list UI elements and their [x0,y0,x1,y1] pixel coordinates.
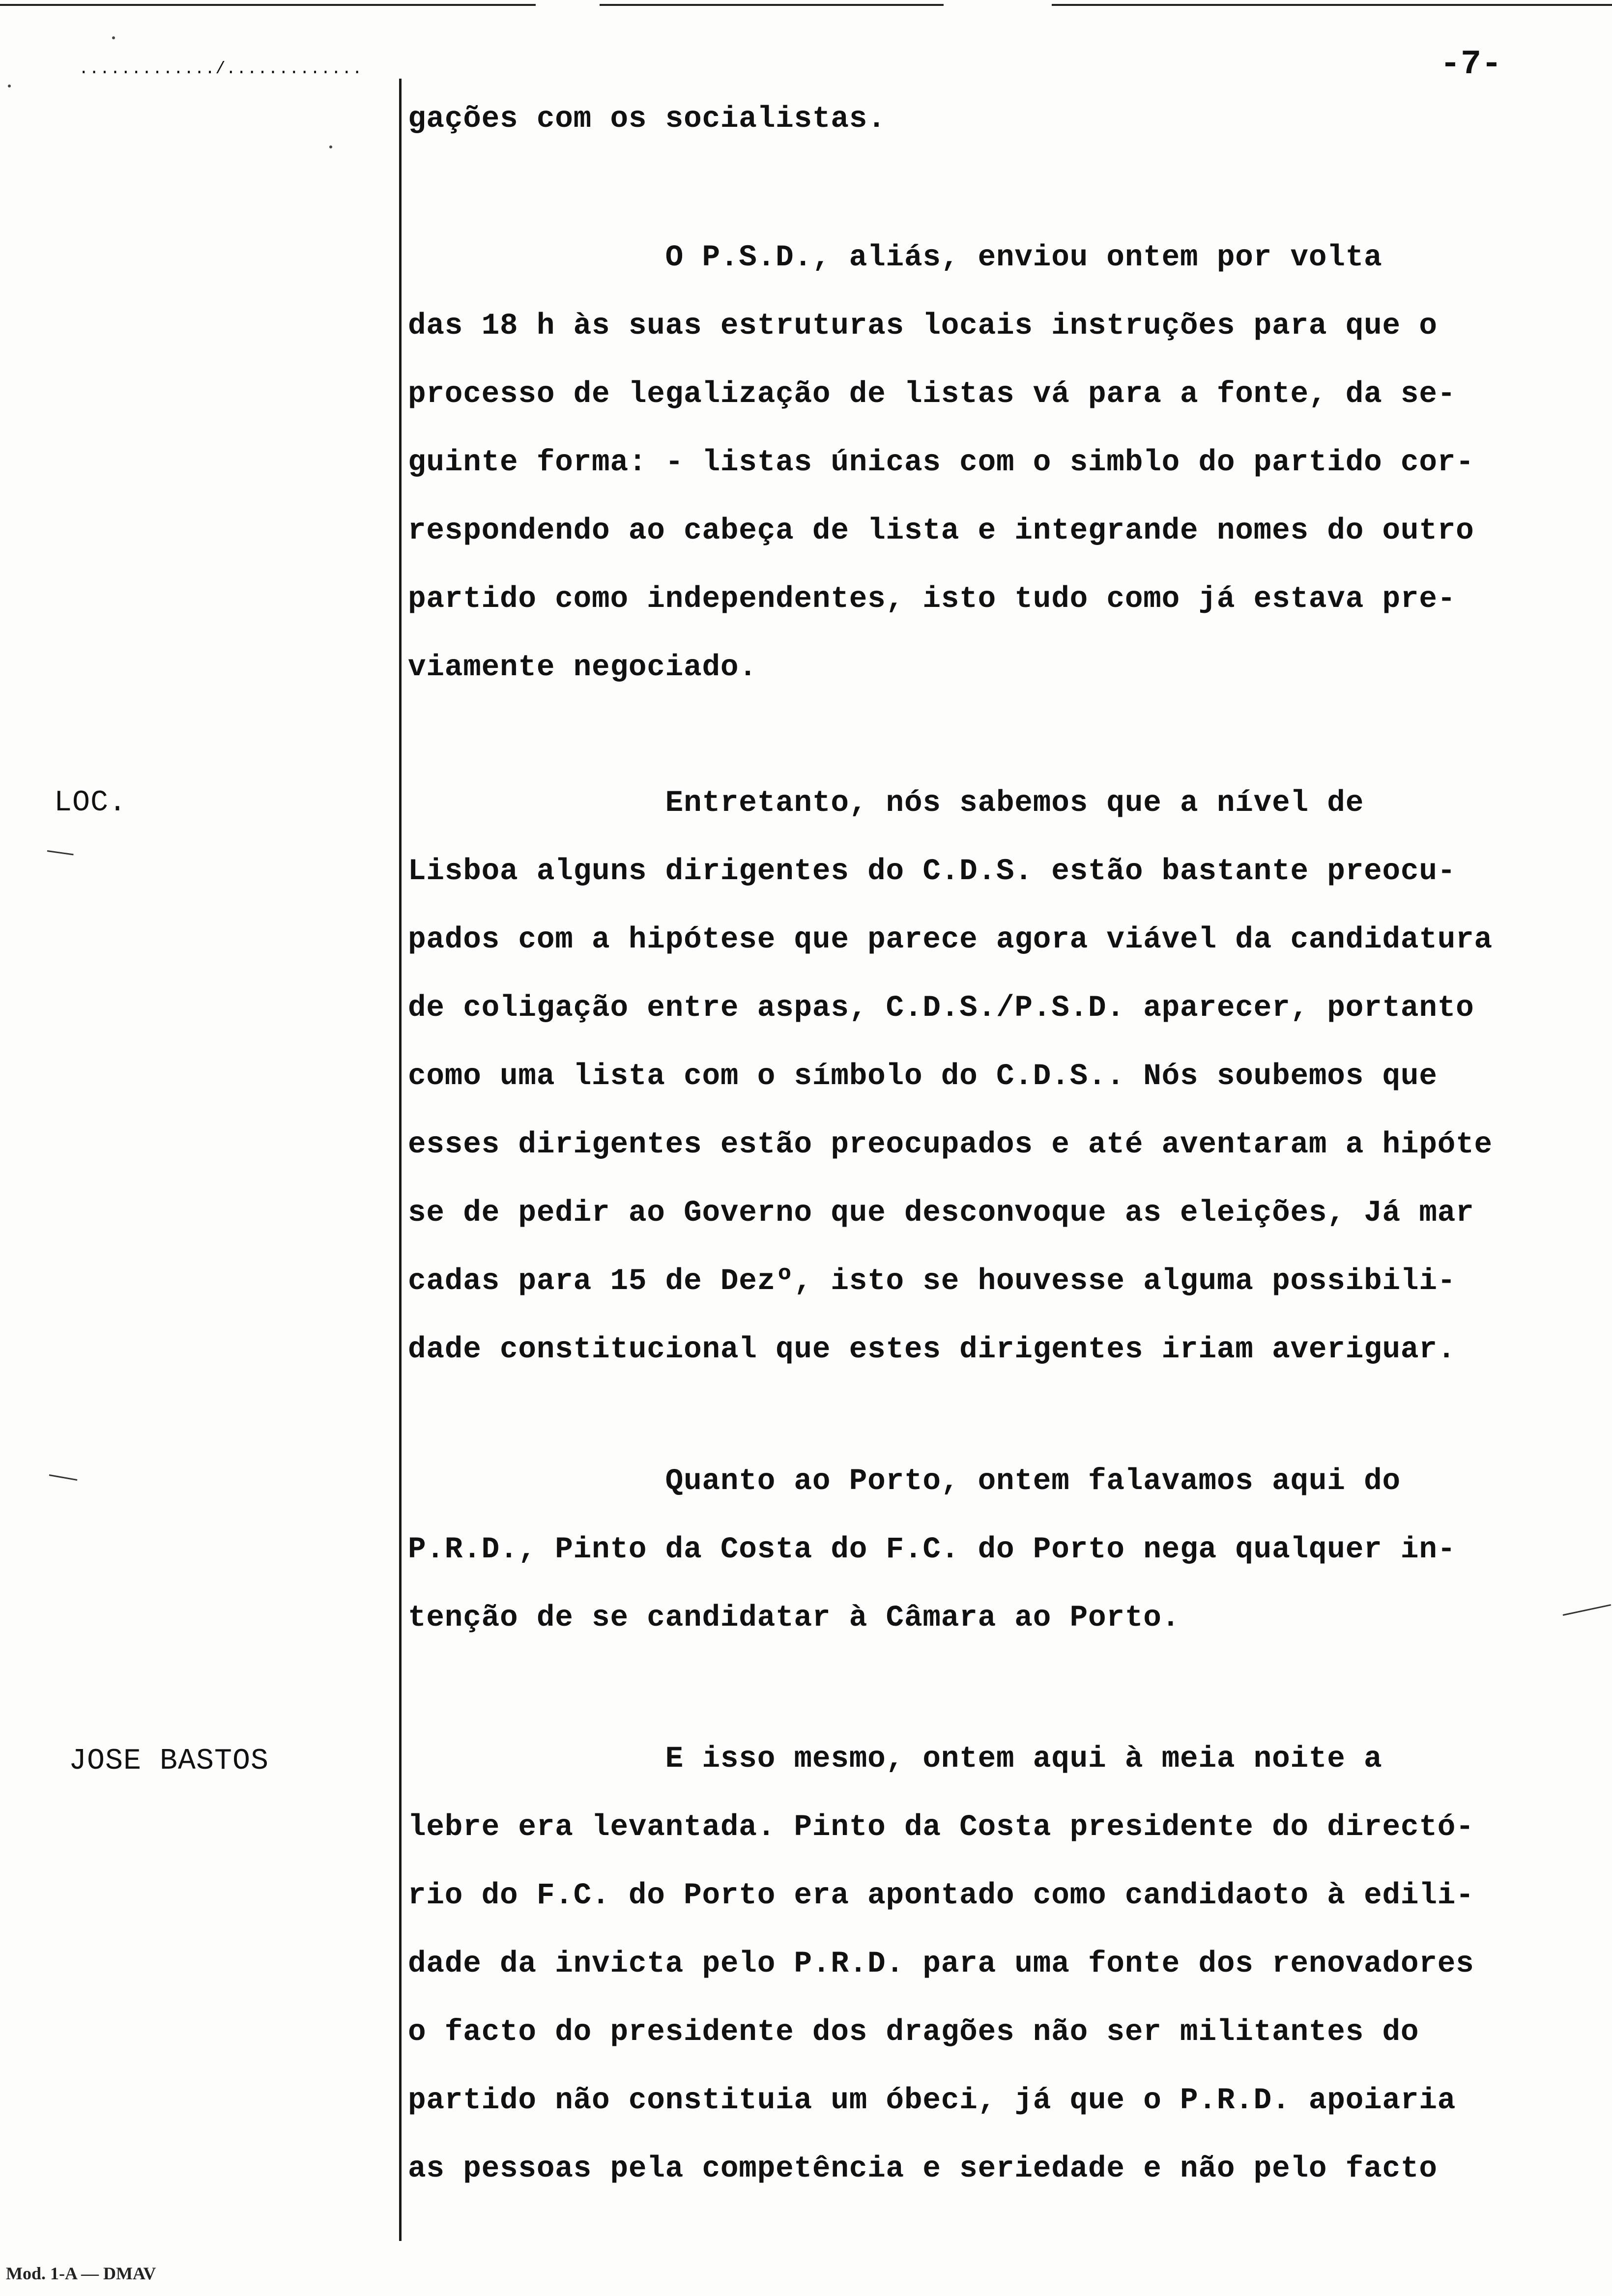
transcript-line: esses dirigentes estão preocupados e até aventaram a hipóte [408,1128,1493,1162]
ink-speck [112,36,115,39]
transcript-line: das 18 h às suas estruturas locais instruções para que o [408,309,1438,343]
transcript-line: rio do F.C. do Porto era apontado como candidaoto à edili- [408,1879,1474,1913]
margin-tick [47,850,74,855]
transcript-line: processo de legalização de listas vá para a fonte, da se- [408,377,1456,411]
ink-speck [329,145,332,148]
transcript-line: guinte forma: - listas únicas com o simblo do partido cor- [408,446,1474,480]
ink-speck [8,85,11,87]
reference-number: ............./............. [79,60,363,79]
transcript-line: de coligação entre aspas, C.D.S./P.S.D. aparecer, portanto [408,991,1474,1025]
top-rule-left [0,4,536,6]
transcript-line: partido não constituia um óbeci, já que o P.R.D. apoiaria [408,2084,1456,2118]
page-number: -7- [1440,45,1502,84]
transcript-line: Lisboa alguns dirigentes do C.D.S. estão bastante preocu- [408,855,1456,889]
transcript-line: P.R.D., Pinto da Costa do F.C. do Porto nega qualquer in- [408,1533,1456,1567]
transcript-line: cadas para 15 de Dezº, isto se houvesse alguma possibili- [408,1264,1456,1298]
transcript-line: gações com os socialistas. [408,102,886,136]
top-rule-right [1052,4,1612,6]
transcript-line: respondendo ao cabeça de lista e integrande nomes do outro [408,514,1474,548]
transcript-line: as pessoas pela competência e seriedade e não pelo facto [408,2152,1438,2186]
transcript-line: O P.S.D., aliás, enviou ontem por volta [408,241,1382,275]
transcript-line: pados com a hipótese que parece agora viável da candidatura [408,923,1493,957]
pen-stroke [1563,1604,1611,1616]
margin-tick [49,1474,78,1481]
transcript-line: viamente negociado. [408,651,757,685]
transcript-line: partido como independentes, isto tudo como já estava pre- [408,582,1456,616]
transcript-line: dade constitucional que estes dirigentes iriam averiguar. [408,1333,1456,1367]
transcript-line: lebre era levantada. Pinto da Costa presidente do directó- [408,1810,1474,1844]
transcript-line: Entretanto, nós sabemos que a nível de [408,786,1364,820]
form-footer: Mod. 1-A — DMAV [6,2264,156,2283]
transcript-line: se de pedir ao Governo que desconvoque as eleições, Já mar [408,1196,1474,1230]
margin-label-loc: LOC. [54,786,127,820]
transcript-line: o facto do presidente dos dragões não ser militantes do [408,2015,1419,2049]
top-rule-middle [600,4,944,6]
margin-rule [399,79,402,2241]
transcript-line: como uma lista com o símbolo do C.D.S.. Nós soubemos que [408,1060,1438,1093]
transcript-line: Quanto ao Porto, ontem falavamos aqui do [408,1464,1401,1498]
transcript-line: dade da invicta pelo P.R.D. para uma fonte dos renovadores [408,1947,1474,1981]
margin-label-speaker: JOSE BASTOS [69,1745,269,1778]
transcript-line: tenção de se candidatar à Câmara ao Porto. [408,1601,1180,1635]
transcript-line: E isso mesmo, ontem aqui à meia noite a [408,1742,1382,1776]
